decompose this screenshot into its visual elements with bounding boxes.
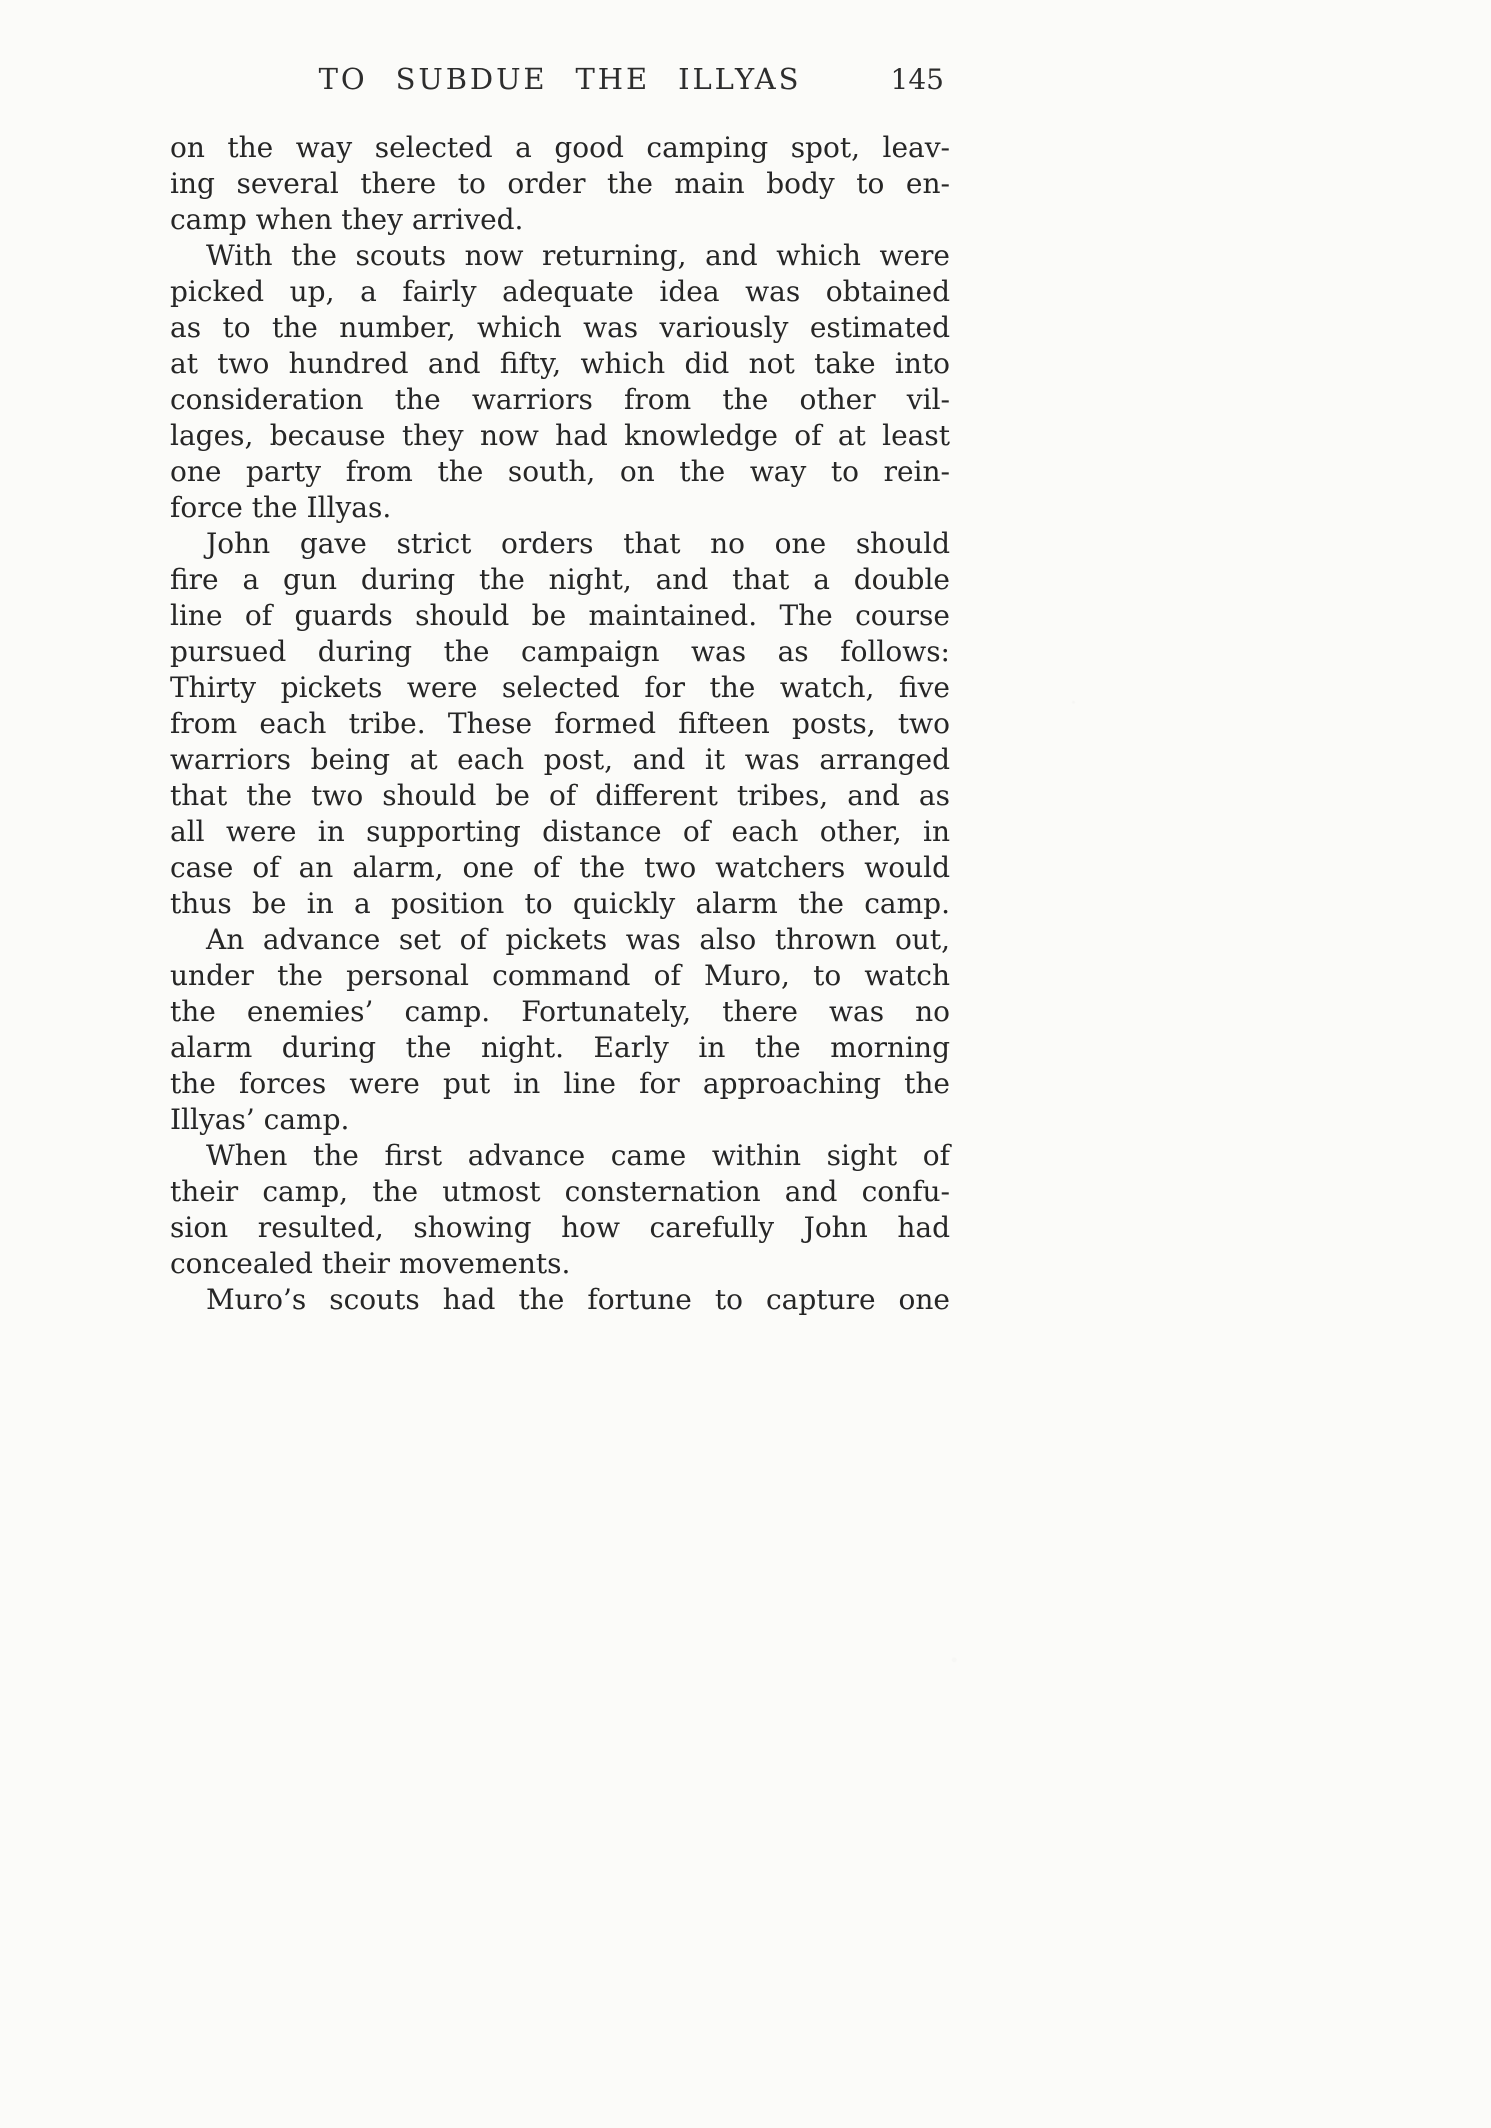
paragraph — [170, 922, 950, 1138]
text-line: from each tribe. These formed fifteen posts, two — [170, 707, 950, 740]
text-line: under the personal command of Muro, to watch — [170, 959, 950, 992]
text-block — [170, 62, 950, 1318]
text-line: thus be in a position to quickly alarm the camp. — [170, 887, 950, 920]
text-line: alarm during the night. Early in the morning — [170, 1031, 950, 1064]
page-number: 145 — [890, 63, 944, 96]
text-line: John gave strict orders that no one should — [206, 527, 950, 560]
text-line: one party from the south, on the way to rein- — [170, 455, 950, 488]
running-title: TO SUBDUE THE ILLYAS — [318, 62, 802, 96]
text-line: camp when they arrived. — [170, 203, 524, 236]
paragraph — [170, 1282, 950, 1318]
text-line: the enemies’ camp. Fortunately, there was no — [170, 995, 950, 1028]
text-line: their camp, the utmost consternation and confu- — [170, 1175, 950, 1208]
text-line: the forces were put in line for approaching the — [170, 1067, 950, 1100]
text-line: force the Illyas. — [170, 491, 392, 524]
text-line: line of guards should be maintained. The course — [170, 599, 950, 632]
text-line: consideration the warriors from the other vil- — [170, 383, 950, 416]
text-line: ing several there to order the main body to en- — [170, 167, 950, 200]
page-header — [170, 62, 950, 106]
text-line: An advance set of pickets was also thrown out, — [206, 923, 950, 956]
text-line: When the first advance came within sight of — [206, 1139, 950, 1172]
text-line: on the way selected a good camping spot, leav- — [170, 131, 950, 164]
paragraph — [170, 130, 950, 238]
text-line: warriors being at each post, and it was arranged — [170, 743, 950, 776]
text-line: fire a gun during the night, and that a double — [170, 563, 950, 596]
text-line: concealed their movements. — [170, 1247, 571, 1280]
paragraph — [170, 238, 950, 526]
text-line: lages, because they now had knowledge of at least — [170, 419, 950, 452]
page-text — [170, 130, 950, 1318]
paragraph — [170, 1138, 950, 1282]
text-line: Illyas’ camp. — [170, 1103, 350, 1136]
text-line: case of an alarm, one of the two watchers would — [170, 851, 950, 884]
text-line: that the two should be of different tribes, and as — [170, 779, 950, 812]
text-line: as to the number, which was variously estimated — [170, 311, 950, 344]
text-line: sion resulted, showing how carefully John had — [170, 1211, 950, 1244]
text-line: Muro’s scouts had the fortune to capture one — [206, 1283, 950, 1316]
text-line: With the scouts now returning, and which were — [206, 239, 950, 272]
text-line: pursued during the campaign was as follows: — [170, 635, 950, 668]
paragraph — [170, 526, 950, 922]
text-line: picked up, a fairly adequate idea was obtained — [170, 275, 950, 308]
text-line: Thirty pickets were selected for the watch, five — [170, 671, 950, 704]
text-line: all were in supporting distance of each other, in — [170, 815, 950, 848]
text-line: at two hundred and fifty, which did not take into — [170, 347, 950, 380]
